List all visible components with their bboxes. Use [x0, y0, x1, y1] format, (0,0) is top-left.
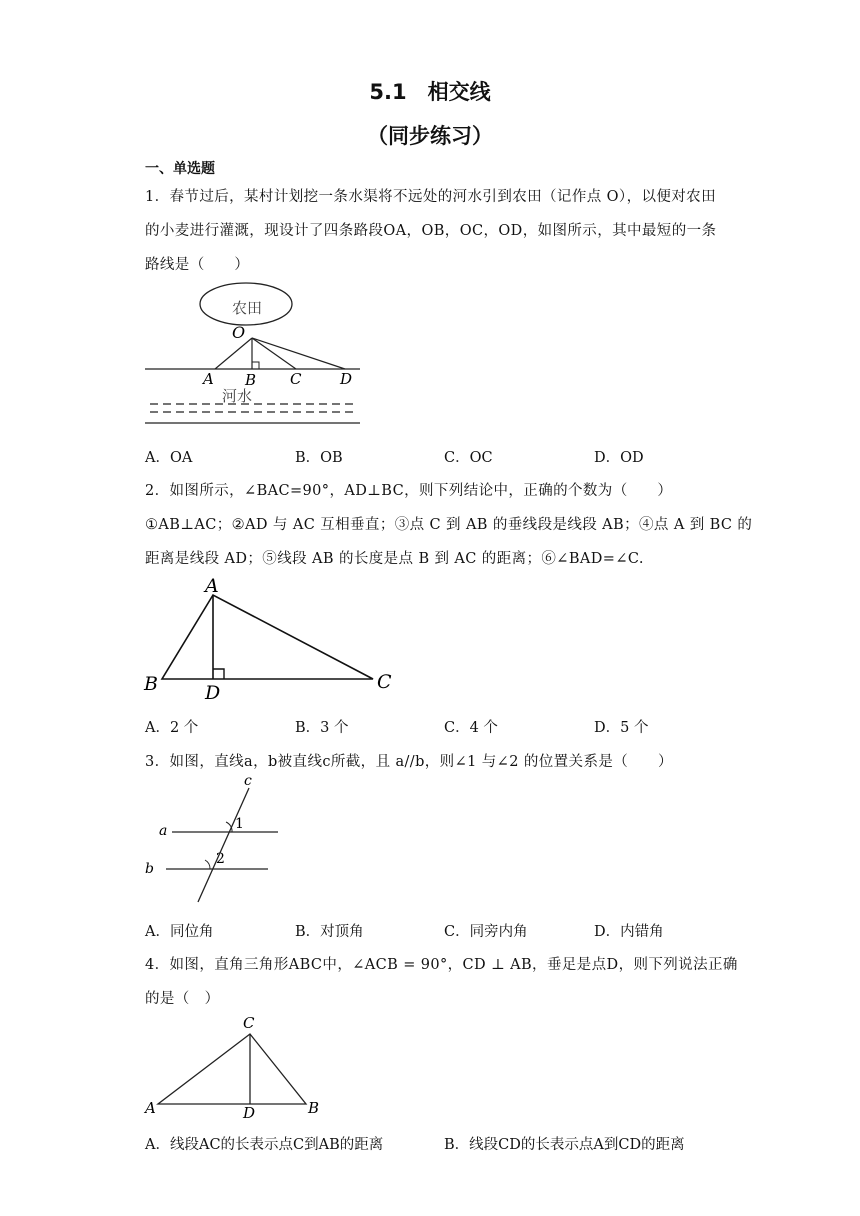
q1-option-d: D．OD — [594, 450, 644, 466]
q2-option-b: B．3 个 — [295, 720, 349, 736]
right-angle-mark — [252, 362, 259, 369]
point-A-label: A — [145, 1099, 156, 1117]
q4-figure — [140, 1010, 340, 1122]
q2-line-3: 距离是线段 AD；⑤线段 AB 的长度是点 B 到 AC 的距离；⑥∠BAD=∠C. — [145, 551, 644, 567]
line-c-label: c — [244, 773, 252, 789]
q2-line-1: 2．如图所示，∠BAC=90°，AD⊥BC，则下列结论中，正确的个数为（ ） — [145, 483, 673, 499]
q1-line-1: 1．春节过后，某村计划挖一条水渠将不远处的河水引到农田（记作点 O），以便对农田 — [145, 189, 716, 205]
point-B-label: B — [144, 673, 158, 695]
angle-2-arc — [205, 860, 210, 869]
q2-figure — [140, 572, 400, 704]
q2-option-a: A．2 个 — [145, 720, 199, 736]
q2-option-d: D．5 个 — [594, 720, 649, 736]
page-title: 5.1 相交线 — [369, 80, 491, 104]
q4-option-b: B．线段CD的长表示点A到CD的距离 — [444, 1137, 685, 1153]
river-label: 河水 — [222, 387, 253, 405]
q1-option-c: C．OC — [444, 450, 493, 466]
point-D-label: D — [205, 682, 221, 704]
point-D-label: D — [243, 1104, 256, 1122]
point-O-label: O — [232, 323, 246, 342]
q1-option-b: B．OB — [295, 450, 343, 466]
q1-option-a: A．OA — [145, 450, 193, 466]
point-A-label: A — [203, 370, 214, 388]
q1-figure — [140, 280, 370, 430]
point-A-label: A — [205, 575, 219, 597]
segment-OD — [252, 338, 345, 369]
q3-option-c: C．同旁内角 — [444, 924, 528, 940]
triangle-ABC — [162, 595, 373, 679]
section-heading: 一、单选题 — [145, 161, 215, 177]
q3-line-1: 3．如图，直线a，b被直线c所截，且 a//b，则∠1 与∠2 的位置关系是（ ） — [145, 754, 673, 770]
point-C-label: C — [377, 671, 392, 693]
q3-figure — [140, 772, 290, 912]
line-c — [198, 788, 249, 902]
triangle-ACB — [158, 1034, 306, 1104]
q3-option-b: B．对顶角 — [295, 924, 364, 940]
line-b-label: b — [145, 861, 154, 877]
point-B-label: B — [308, 1099, 320, 1117]
q4-line-1: 4．如图，直角三角形ABC中，∠ACB = 90°，CD ⊥ AB，垂足是点D，则下列说法正确 — [145, 957, 738, 973]
q4-option-a: A．线段AC的长表示点C到AB的距离 — [145, 1137, 384, 1153]
point-C-label: C — [290, 370, 302, 388]
line-a-label: a — [159, 823, 168, 839]
point-C-label: C — [243, 1014, 255, 1032]
q2-line-2: ①AB⊥AC；②AD 与 AC 互相垂直；③点 C 到 AB 的垂线段是线段 AB；④点 A 到 BC 的 — [145, 517, 753, 533]
field-label: 农田 — [232, 299, 263, 317]
segment-OA — [215, 338, 252, 369]
angle-1-label: 1 — [235, 816, 244, 832]
q4-line-2: 的是（ ） — [145, 991, 220, 1007]
q3-option-d: D．内错角 — [594, 924, 664, 940]
q1-line-2: 的小麦进行灌溉，现设计了四条路段OA，OB，OC，OD，如图所示，其中最短的一条 — [145, 223, 717, 239]
angle-1-arc — [226, 822, 232, 832]
point-B-label: B — [245, 371, 257, 389]
angle-2-label: 2 — [216, 851, 225, 867]
point-D-label: D — [340, 370, 353, 388]
q3-option-a: A．同位角 — [145, 924, 214, 940]
right-angle-mark — [213, 669, 224, 679]
q2-option-c: C．4 个 — [444, 720, 498, 736]
page-subtitle: （同步练习） — [367, 124, 493, 148]
q1-line-3: 路线是（ ） — [145, 257, 250, 273]
